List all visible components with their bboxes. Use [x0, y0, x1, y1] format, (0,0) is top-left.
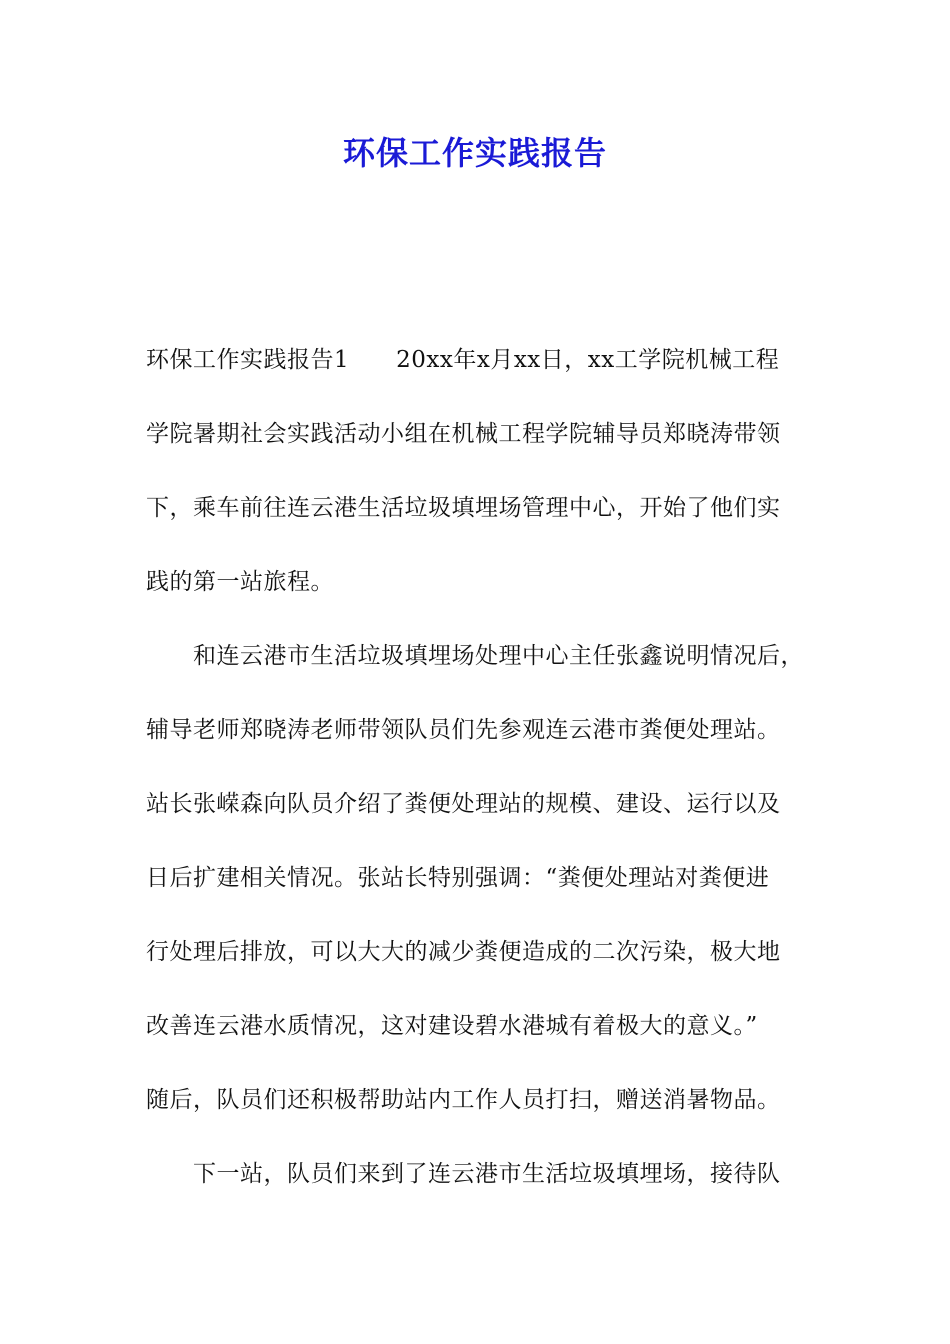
text-line: 下，乘车前往连云港生活垃圾填埋场管理中心，开始了他们实: [146, 495, 781, 521]
text-line: 日后扩建相关情况。张站长特别强调：“粪便处理站对粪便进: [146, 865, 770, 891]
document-title: 环保工作实践报告: [342, 134, 607, 172]
text-line: 践的第一站旅程。: [146, 569, 334, 595]
text-line: 随后，队员们还积极帮助站内工作人员打扫，赠送消暑物品。: [146, 1087, 781, 1113]
text-line: 学院暑期社会实践活动小组在机械工程学院辅导员郑晓涛带领: [146, 421, 781, 447]
text-line: 环保工作实践报告1 20xx年x月xx日，xx工学院机械工程: [146, 347, 780, 373]
text-line: 下一站，队员们来到了连云港市生活垃圾填埋场，接待队: [146, 1161, 781, 1187]
text-line: 站长张嵘森向队员介绍了粪便处理站的规模、建设、运行以及: [146, 791, 781, 817]
text-line: 改善连云港水质情况，这对建设碧水港城有着极大的意义。”: [146, 1013, 758, 1039]
text-line: 行处理后排放，可以大大的减少粪便造成的二次污染，极大地: [146, 939, 781, 965]
text-line: 辅导老师郑晓涛老师带领队员们先参观连云港市粪便处理站。: [146, 717, 781, 743]
text-line: 和连云港市生活垃圾填埋场处理中心主任张鑫说明情况后，: [146, 643, 804, 669]
document-body: [146, 333, 810, 1221]
